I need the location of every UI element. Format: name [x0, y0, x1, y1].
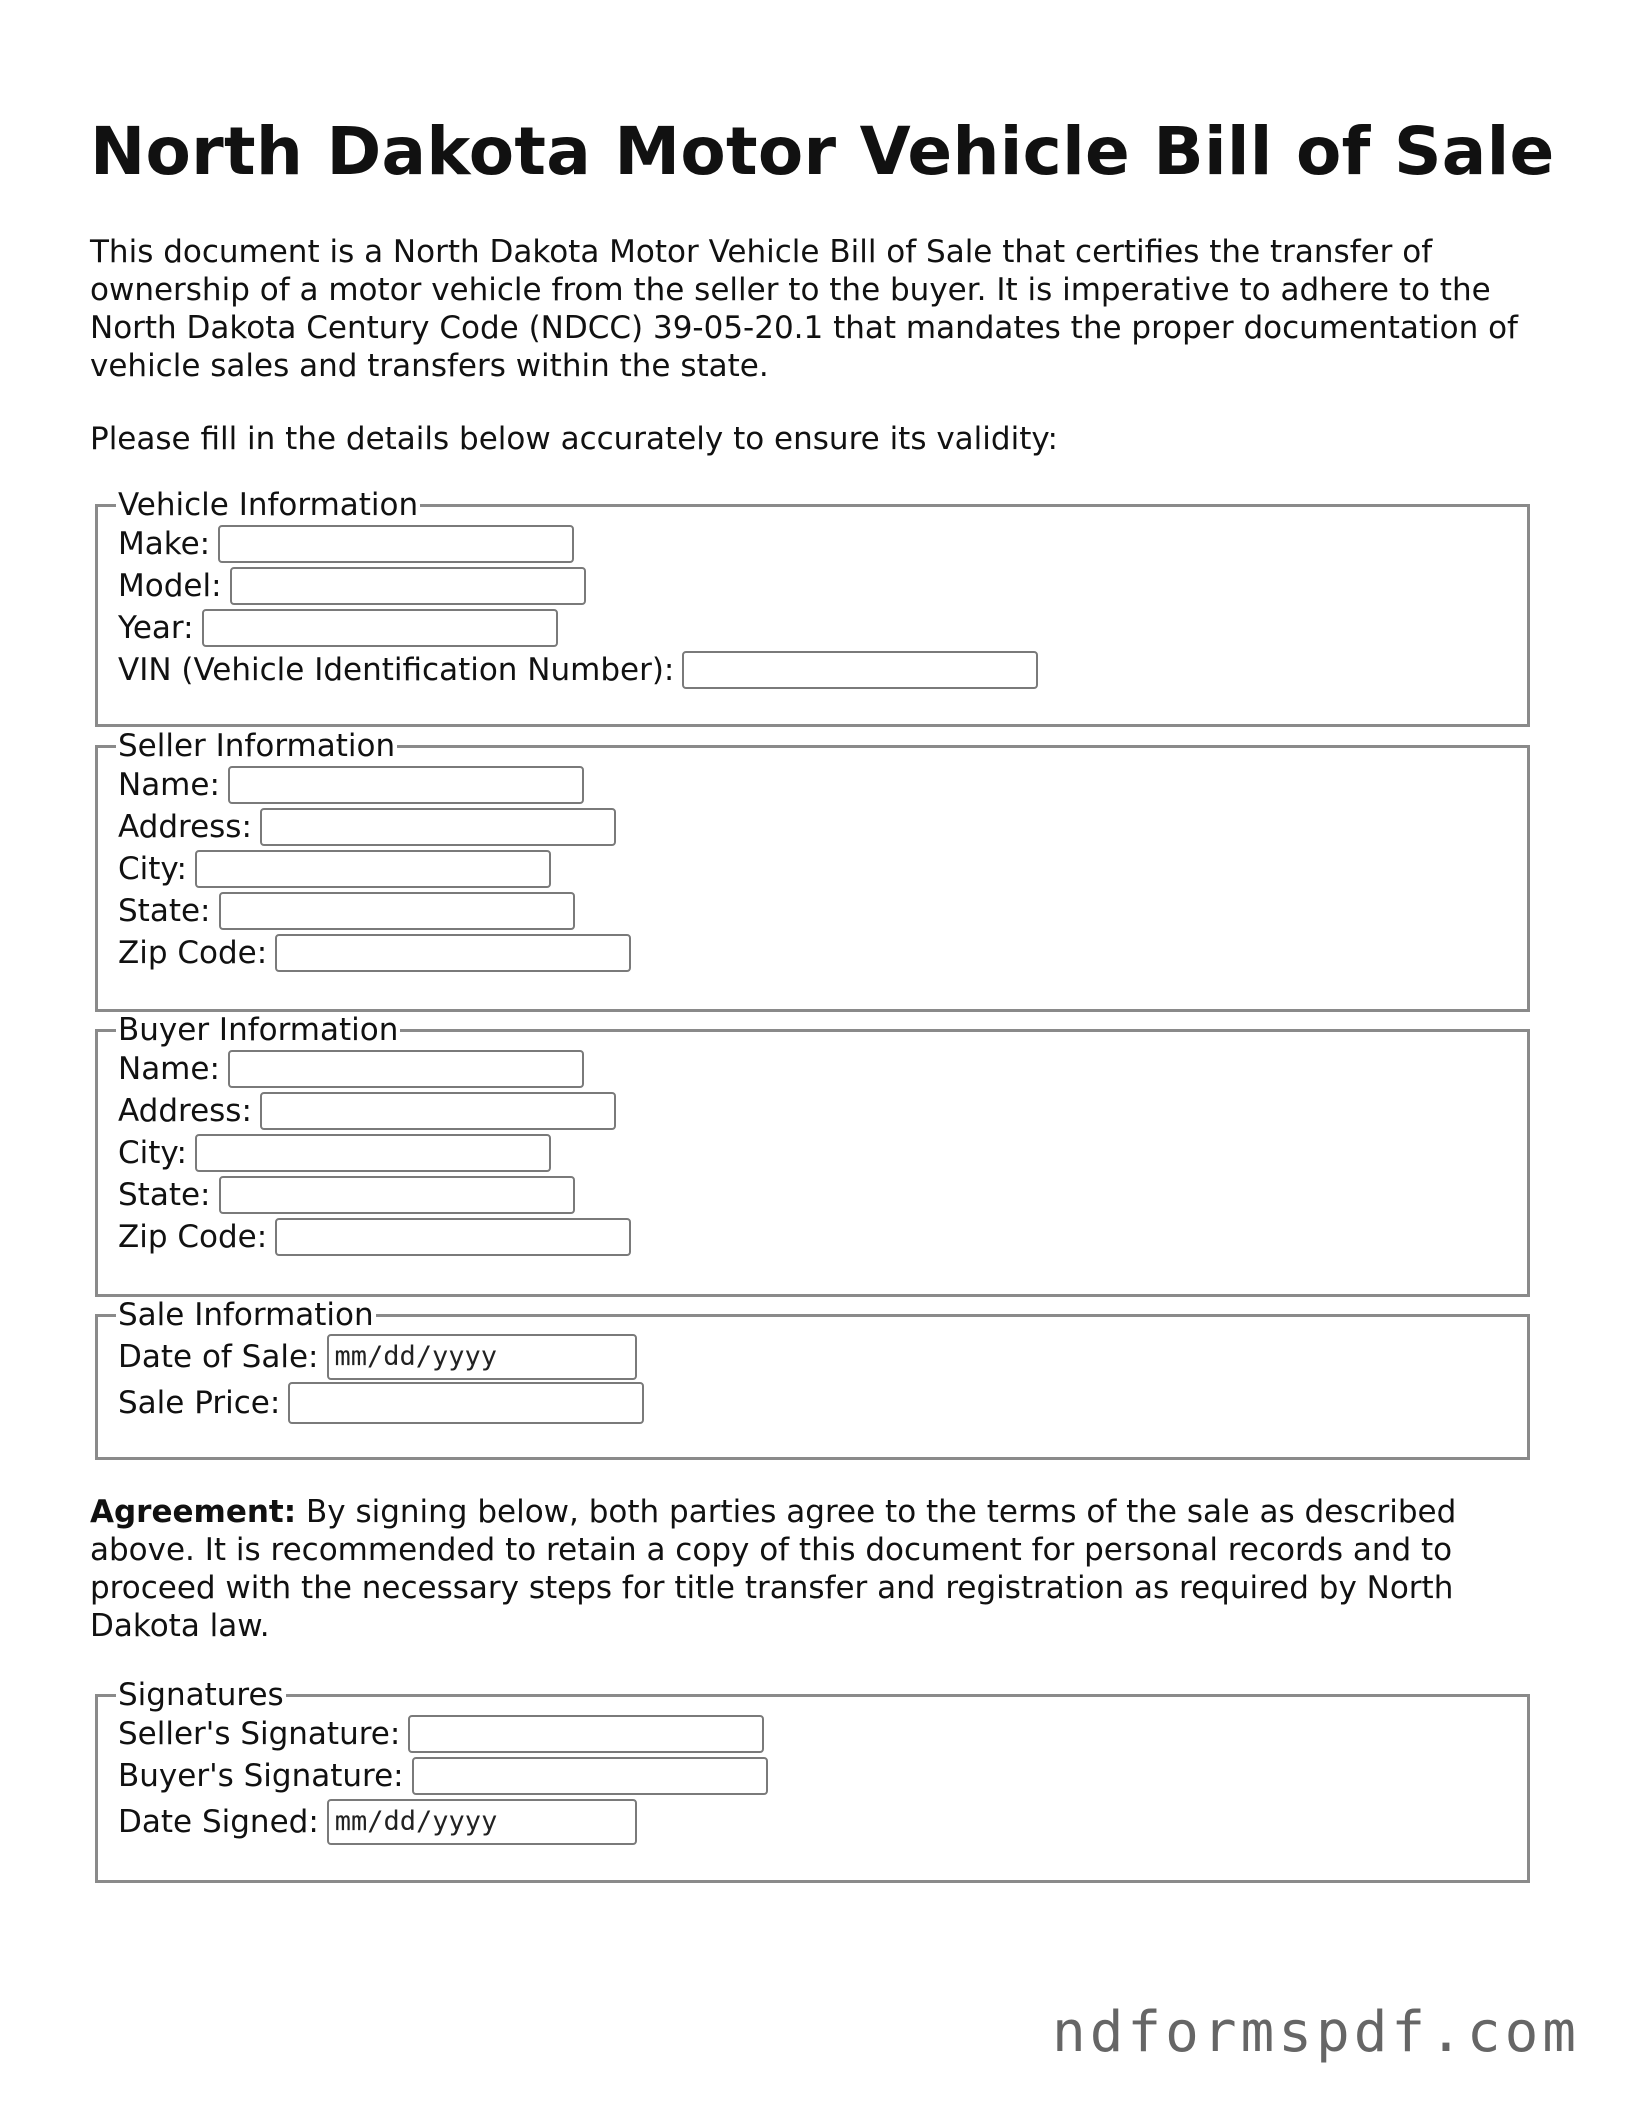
vin-label: VIN (Vehicle Identification Number): [118, 652, 675, 688]
seller-signature-input[interactable] [408, 1715, 764, 1753]
seller-info-section [95, 728, 1530, 1012]
buyer-signature-input[interactable] [412, 1757, 768, 1795]
model-row [118, 565, 1507, 607]
buyer-city-input[interactable] [195, 1134, 551, 1172]
seller-name-input[interactable] [228, 766, 584, 804]
instruction-text: Please fill in the details below accurately to ensure its validity: [90, 421, 1058, 457]
intro-paragraph: This document is a North Dakota Motor Vehicle Bill of Sale that certifies the transfer of ownership of a motor vehicle from the seller to the buyer. It is imperative to adhere to the North Dakota Century Code (NDCC) 39-05-20.1 that mandates the proper documentation of vehicle sales and transfers within the state. [90, 234, 1518, 384]
signatures-section [95, 1677, 1530, 1883]
make-label: Make: [118, 526, 211, 562]
seller-zip-label: Zip Code: [118, 935, 268, 971]
vin-row [118, 649, 1507, 691]
seller-name-row [118, 764, 1507, 806]
model-label: Model: [118, 568, 222, 604]
make-row [118, 523, 1507, 565]
seller-address-label: Address: [118, 809, 252, 845]
seller-signature-row [118, 1713, 1507, 1755]
sale-info-section [95, 1297, 1530, 1460]
agreement-text: By signing below, both parties agree to the terms of the sale as described above. It is recommended to retain a copy of this document for personal records and to proceed with the necessary steps for title transfer and registration as required by North Dakota law. [90, 1494, 1457, 1644]
seller-city-input[interactable] [195, 850, 551, 888]
buyer-address-label: Address: [118, 1093, 252, 1129]
seller-state-input[interactable] [219, 892, 575, 930]
vehicle-info-section [95, 487, 1530, 727]
buyer-name-row [118, 1048, 1507, 1090]
seller-address-input[interactable] [260, 808, 616, 846]
buyer-address-row [118, 1090, 1507, 1132]
buyer-name-input[interactable] [228, 1050, 584, 1088]
sale-date-input[interactable]: mm/dd/yyyy [327, 1334, 637, 1380]
sale-info-legend: Sale Information [118, 1297, 374, 1333]
sale-price-label: Sale Price: [118, 1385, 281, 1421]
buyer-city-row [118, 1132, 1507, 1174]
page-title: North Dakota Motor Vehicle Bill of Sale [90, 113, 1555, 190]
agreement-paragraph [90, 1493, 1540, 1645]
buyer-state-label: State: [118, 1177, 211, 1213]
buyer-name-label: Name: [118, 1051, 220, 1087]
watermark-text: ndformspdf.com [1051, 2000, 1580, 2065]
seller-zip-row [118, 932, 1507, 974]
buyer-state-input[interactable] [219, 1176, 575, 1214]
buyer-state-row [118, 1174, 1507, 1216]
vin-input[interactable] [682, 651, 1038, 689]
year-row [118, 607, 1507, 649]
vehicle-info-legend: Vehicle Information [118, 487, 419, 523]
year-label: Year: [118, 610, 194, 646]
sale-date-label: Date of Sale: [118, 1339, 319, 1375]
seller-state-label: State: [118, 893, 211, 929]
make-input[interactable] [218, 525, 574, 563]
seller-name-label: Name: [118, 767, 220, 803]
date-signed-row [118, 1797, 1507, 1847]
buyer-info-section [95, 1012, 1530, 1297]
signatures-legend: Signatures [118, 1677, 284, 1713]
date-signed-input[interactable]: mm/dd/yyyy [327, 1799, 637, 1845]
seller-signature-label: Seller's Signature: [118, 1716, 401, 1752]
buyer-zip-label: Zip Code: [118, 1219, 268, 1255]
buyer-zip-row [118, 1216, 1507, 1258]
model-input[interactable] [230, 567, 586, 605]
buyer-info-legend: Buyer Information [118, 1012, 399, 1048]
buyer-signature-label: Buyer's Signature: [118, 1758, 404, 1794]
buyer-zip-input[interactable] [275, 1218, 631, 1256]
agreement-label: Agreement: [90, 1494, 297, 1530]
seller-city-row [118, 848, 1507, 890]
seller-city-label: City: [118, 851, 187, 887]
seller-zip-input[interactable] [275, 934, 631, 972]
sale-date-row [118, 1333, 1507, 1381]
sale-price-input[interactable] [288, 1382, 644, 1424]
sale-price-row [118, 1381, 1507, 1425]
buyer-city-label: City: [118, 1135, 187, 1171]
seller-state-row [118, 890, 1507, 932]
date-signed-label: Date Signed: [118, 1804, 319, 1840]
buyer-address-input[interactable] [260, 1092, 616, 1130]
year-input[interactable] [202, 609, 558, 647]
buyer-signature-row [118, 1755, 1507, 1797]
seller-info-legend: Seller Information [118, 728, 396, 764]
seller-address-row [118, 806, 1507, 848]
